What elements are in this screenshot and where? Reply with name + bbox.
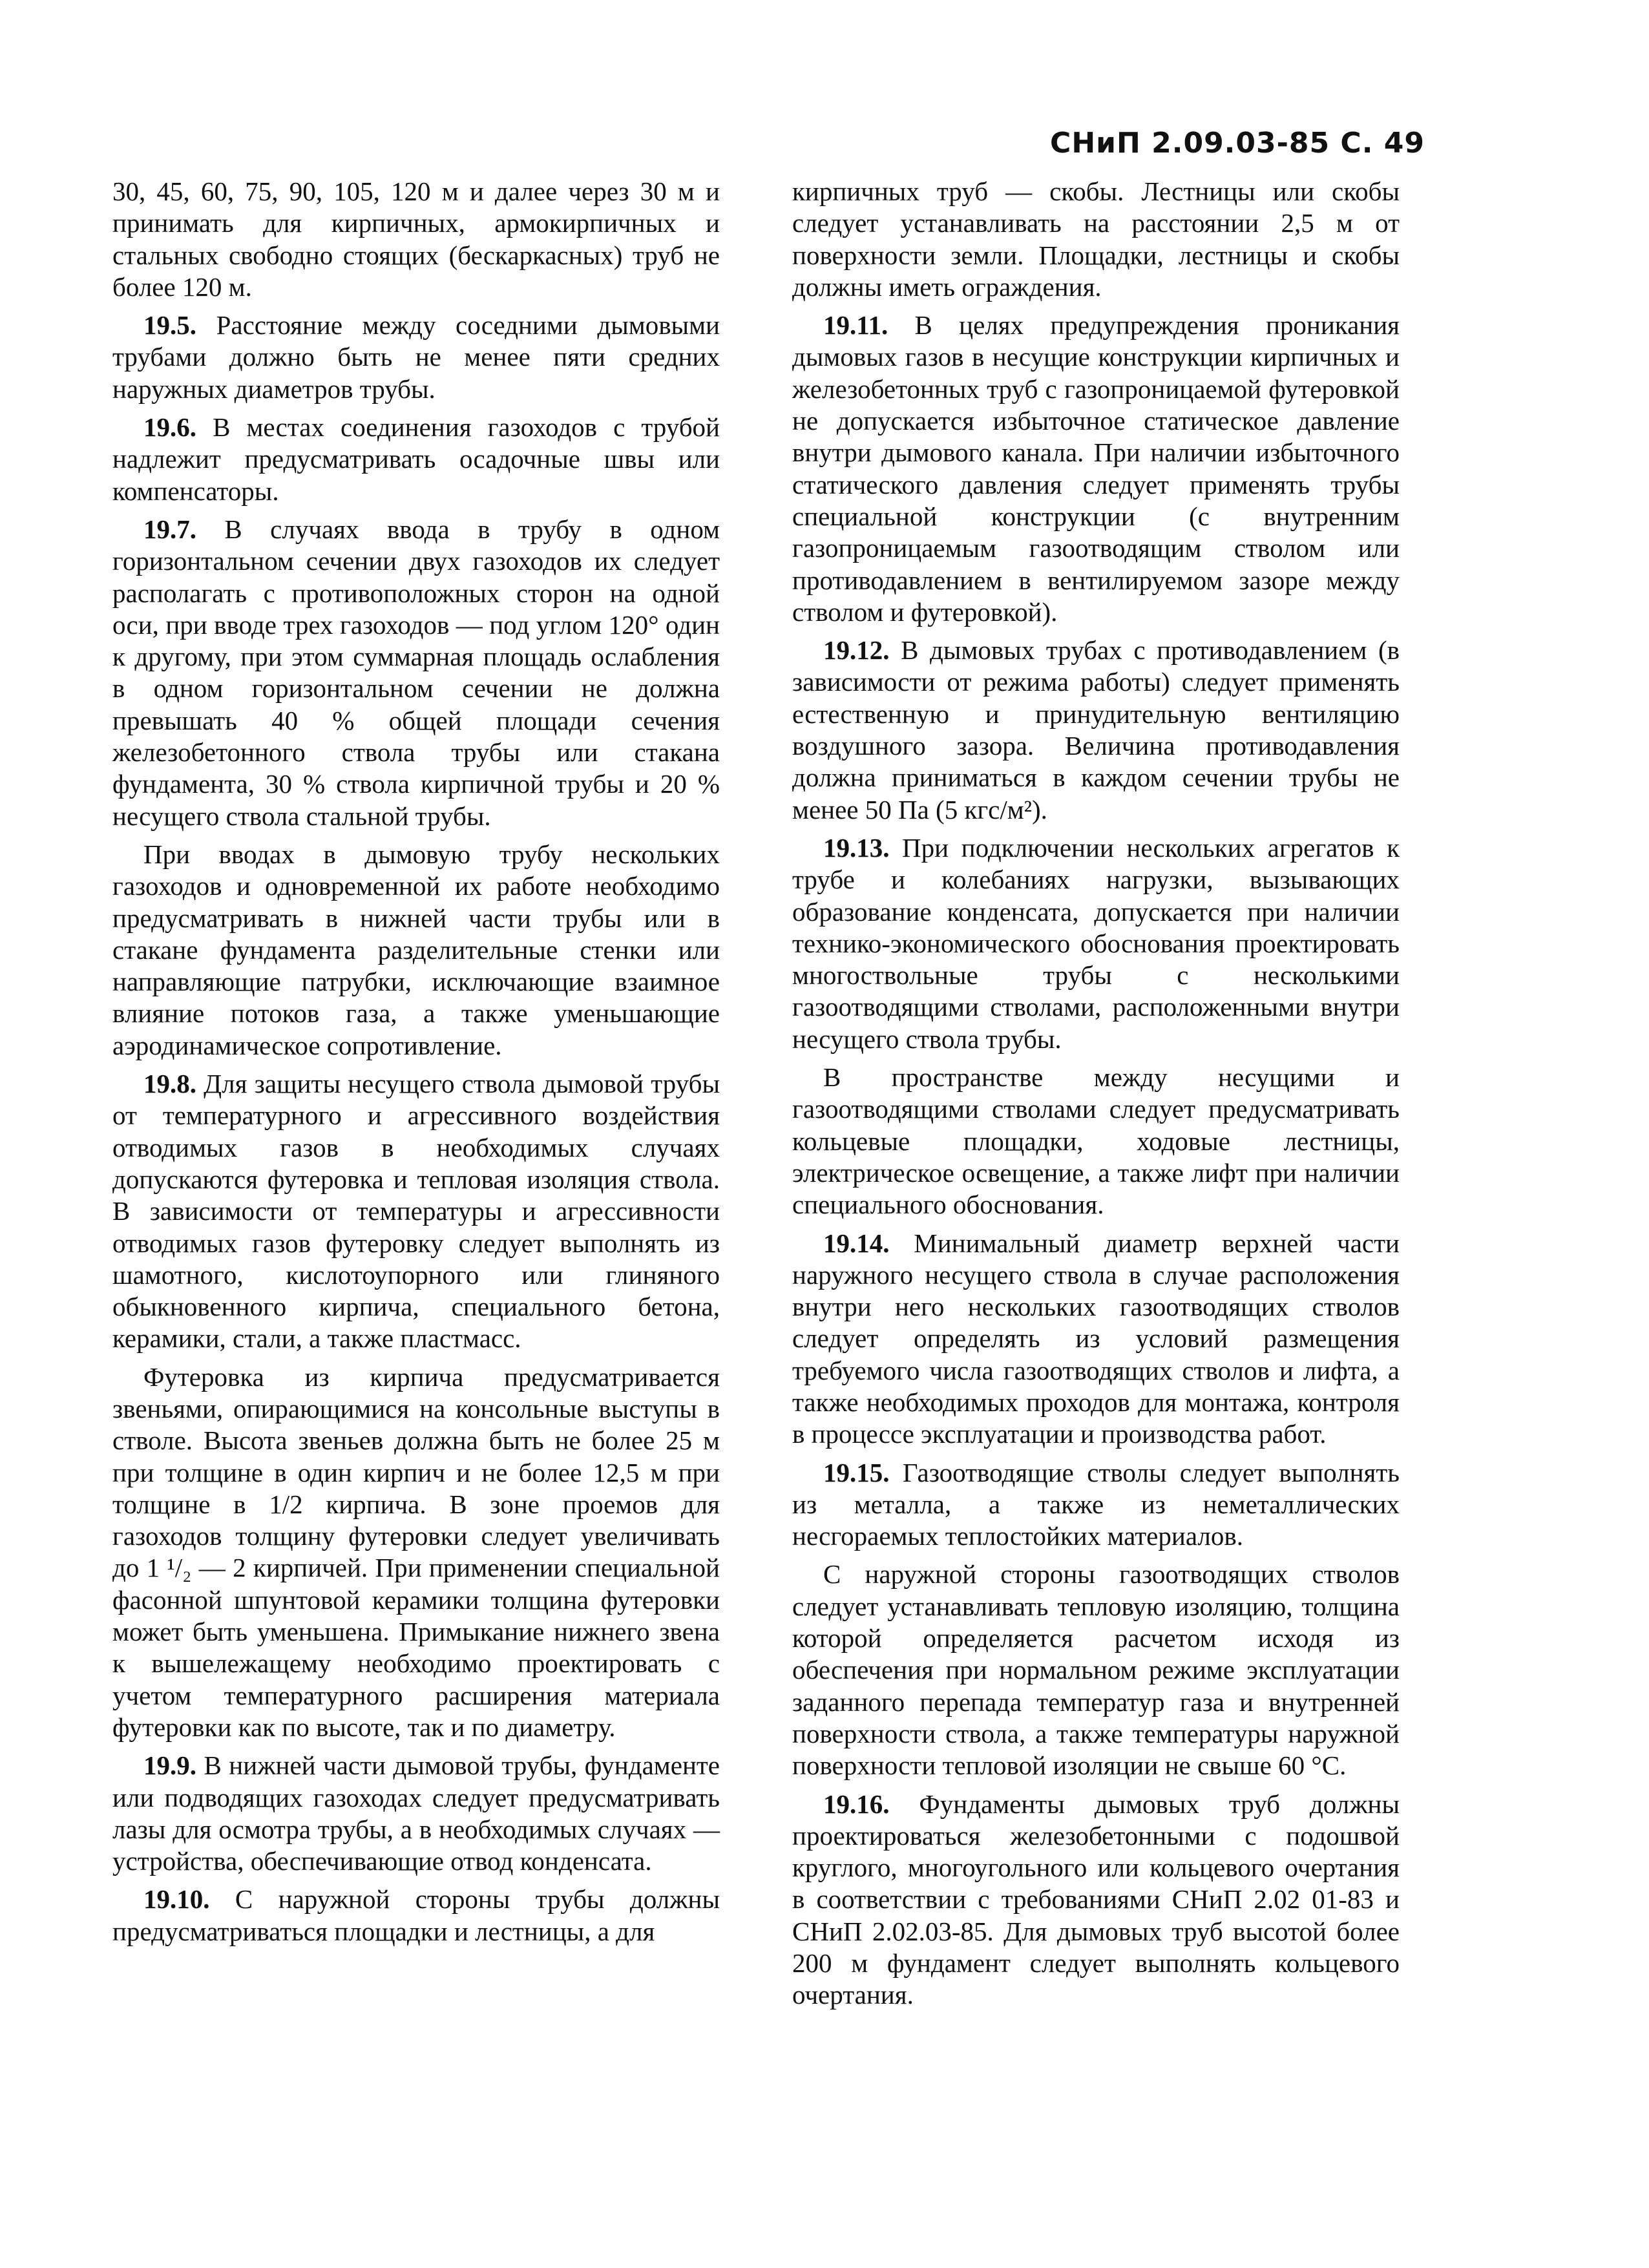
clause-number: 19.12. bbox=[823, 635, 890, 666]
paragraph-text: При вводах в дымовую трубу нескольких газоходов и одновременной их работе необходимо предусматривать в нижней части трубы или в стакане фундамента разделительные стенки или направляющие патрубки, исключающие взаимное влияние потоков газа, а также уменьшающие аэродинамическое сопротивление. bbox=[112, 839, 720, 1060]
paragraph-text: Для защиты несущего ствола дымовой трубы от температурного и агрессивного воздействия отводимых газов в необходимых случаях допускаются футеровка и тепловая изоляция ствола. В зависимости от температуры и агрессивности отводимых газов футеровку следует выполнять из шамотного, кислотоупорного или глиняного обыкновенного кирпича, специального бетона, керамики, стали, а также пластмасс. bbox=[112, 1069, 720, 1354]
paragraph-19-8 bbox=[112, 1068, 720, 1355]
paragraph: 30, 45, 60, 75, 90, 105, 120 м и далее через 30 м и принимать для кирпичных, армокирпичных и стальных свободно стоящих (бескаркасных) труб не более 120 м. bbox=[112, 176, 720, 302]
paragraph-19-9 bbox=[112, 1750, 720, 1877]
clause-number: 19.8. bbox=[143, 1069, 196, 1099]
page-header: СНиП 2.09.03-85 С. 49 bbox=[1050, 127, 1425, 160]
paragraph bbox=[792, 1062, 1400, 1221]
paragraph-text: При подключении нескольких агрегатов к трубе и колебаниях нагрузки, вызывающих образование конденсата, допускается при наличии технико-экономического обоснования проектировать многоствольные трубы с несколькими газоотводящими стволами, расположенными внутри несущего ствола трубы. bbox=[792, 832, 1400, 1054]
clause-number: 19.15. bbox=[823, 1457, 890, 1487]
clause-number: 19.7. bbox=[143, 514, 196, 544]
paragraph-text: Расстояние между соседними дымовыми трубами должно быть не менее пяти средних наружных диаметров трубы. bbox=[112, 310, 720, 404]
paragraph bbox=[112, 839, 720, 1062]
clause-number: 19.11. bbox=[823, 310, 888, 341]
paragraph-19-12 bbox=[792, 635, 1400, 826]
paragraph-text: Минимальный диаметр верхней части наружного несущего ствола в случае расположения внутри него нескольких газоотводящих стволов следует определять из условий размещения требуемого числа газоотводящих стволов и лифта, а также необходимых проходов для монтажа, контроля в процессе эксплуатации и производства работ. bbox=[792, 1228, 1400, 1449]
paragraph-text: В нижней части дымовой трубы, фундаменте или подводящих газоходах следует предусматривать лазы для осмотра трубы, а в необходимых случаях — устройства, обеспечивающие отвод конденсата. bbox=[112, 1750, 720, 1876]
clause-number: 19.13. bbox=[823, 832, 890, 863]
paragraph-text: С наружной стороны газоотводящих стволов следует устанавливать тепловую изоляцию, толщина которой определяется расчетом исходя из обеспечения при нормальном режиме эксплуатации заданного перепада температур газа и внутренней поверхности ствола, а также температуры наружной поверхности тепловой изоляции не свыше 60 °С. bbox=[792, 1559, 1400, 1781]
clause-number: 19.14. bbox=[823, 1228, 890, 1258]
paragraph-text: С наружной стороны трубы должны предусматриваться площадки и лестницы, а для bbox=[112, 1884, 720, 1946]
paragraph-text: Фундаменты дымовых труб должны проектироваться железобетонными с подошвой круглого, многоугольного или кольцевого очертания в соответствии с требованиями СНиП 2.02 01-83 и СНиП 2.02.03-85. Для дымовых труб высотой более 200 м фундамент следует выполнять кольцевого очертания. bbox=[792, 1789, 1400, 2010]
clause-number: 19.10. bbox=[143, 1884, 210, 1915]
paragraph-text: В случаях ввода в трубу в одном горизонтальном сечении двух газоходов их следует располагать с противоположных сторон на одной оси, при вводе трех газоходов — под углом 120° один к другому, при этом суммарная площадь ослабления в одном горизонтальном сечении не должна превышать 40 % общей площади сечения железобетонного ствола трубы или стакана фундамента, 30 % ствола кирпичной трубы и 20 % несущего ствола стальной трубы. bbox=[112, 514, 720, 831]
left-column bbox=[112, 176, 720, 1954]
paragraph-19-7 bbox=[112, 514, 720, 832]
paragraph-text: В местах соединения газоходов с трубой надлежит предусматривать осадочные швы или компенсаторы. bbox=[112, 412, 720, 506]
clause-number: 19.16. bbox=[823, 1789, 890, 1819]
paragraph-19-10 bbox=[112, 1884, 720, 1948]
paragraph-19-11 bbox=[792, 310, 1400, 628]
paragraph-19-6 bbox=[112, 412, 720, 507]
paragraph bbox=[112, 1361, 720, 1744]
paragraph-19-5 bbox=[112, 310, 720, 405]
paragraph-19-14 bbox=[792, 1228, 1400, 1451]
paragraph-text: Газоотводящие стволы следует выполнять из металла, а также из неметаллических несгораемых теплостойких материалов. bbox=[792, 1457, 1400, 1551]
paragraph-text: В дымовых трубах с противодавлением (в зависимости от режима работы) следует применять естественную и принудительную вентиляцию воздушного зазора. Величина противодавления должна приниматься в каждом сечении трубы не менее 50 Па (5 кгс/м²). bbox=[792, 635, 1400, 824]
paragraph-text: В целях предупреждения проникания дымовых газов в несущие конструкции кирпичных и железобетонных труб с газопроницаемой футеровкой не допускается избыточное статическое давление внутри дымового канала. При наличии избыточного статического давления следует применять трубы специальной конструкции (с внутренним газопроницаемым газоотводящим стволом или противодавлением в вентилируемом зазоре между стволом и футеровкой). bbox=[792, 310, 1400, 627]
paragraph bbox=[792, 176, 1400, 303]
paragraph-text: кирпичных труб — скобы. Лестницы или скобы следует устанавливать на расстоянии 2,5 м от поверхности земли. Площадки, лестницы и скобы должны иметь ограждения. bbox=[792, 176, 1400, 302]
right-column bbox=[792, 176, 1400, 2018]
paragraph-19-13 bbox=[792, 832, 1400, 1055]
clause-number: 19.6. bbox=[143, 412, 196, 443]
paragraph-19-16 bbox=[792, 1789, 1400, 2011]
clause-number: 19.9. bbox=[143, 1750, 196, 1781]
paragraph bbox=[792, 1559, 1400, 1781]
paragraph-text: Футеровка из кирпича предусматривается звеньями, опирающимися на консольные выступы в стволе. Высота звеньев должна быть не более 25 м при толщине в один кирпич и не более 12,5 м при толщине в 1/2 кирпича. В зоне проемов для газоходов толщину футеровки следует увеличивать до 1 ¹/₂ — 2 кирпичей. При применении специальной фасонной шпунтовой керамики толщина футеровки может быть уменьшена. Примыкание нижнего звена к вышележащему необходимо проектировать с учетом температурного расширения материала футеровки как по высоте, так и по диаметру. bbox=[112, 1361, 720, 1742]
clause-number: 19.5. bbox=[143, 310, 196, 341]
paragraph-19-15 bbox=[792, 1457, 1400, 1553]
paragraph-text: В пространстве между несущими и газоотводящими стволами следует предусматривать кольцевые площадки, ходовые лестницы, электрическое освещение, а также лифт при наличии специального обоснования. bbox=[792, 1062, 1400, 1220]
